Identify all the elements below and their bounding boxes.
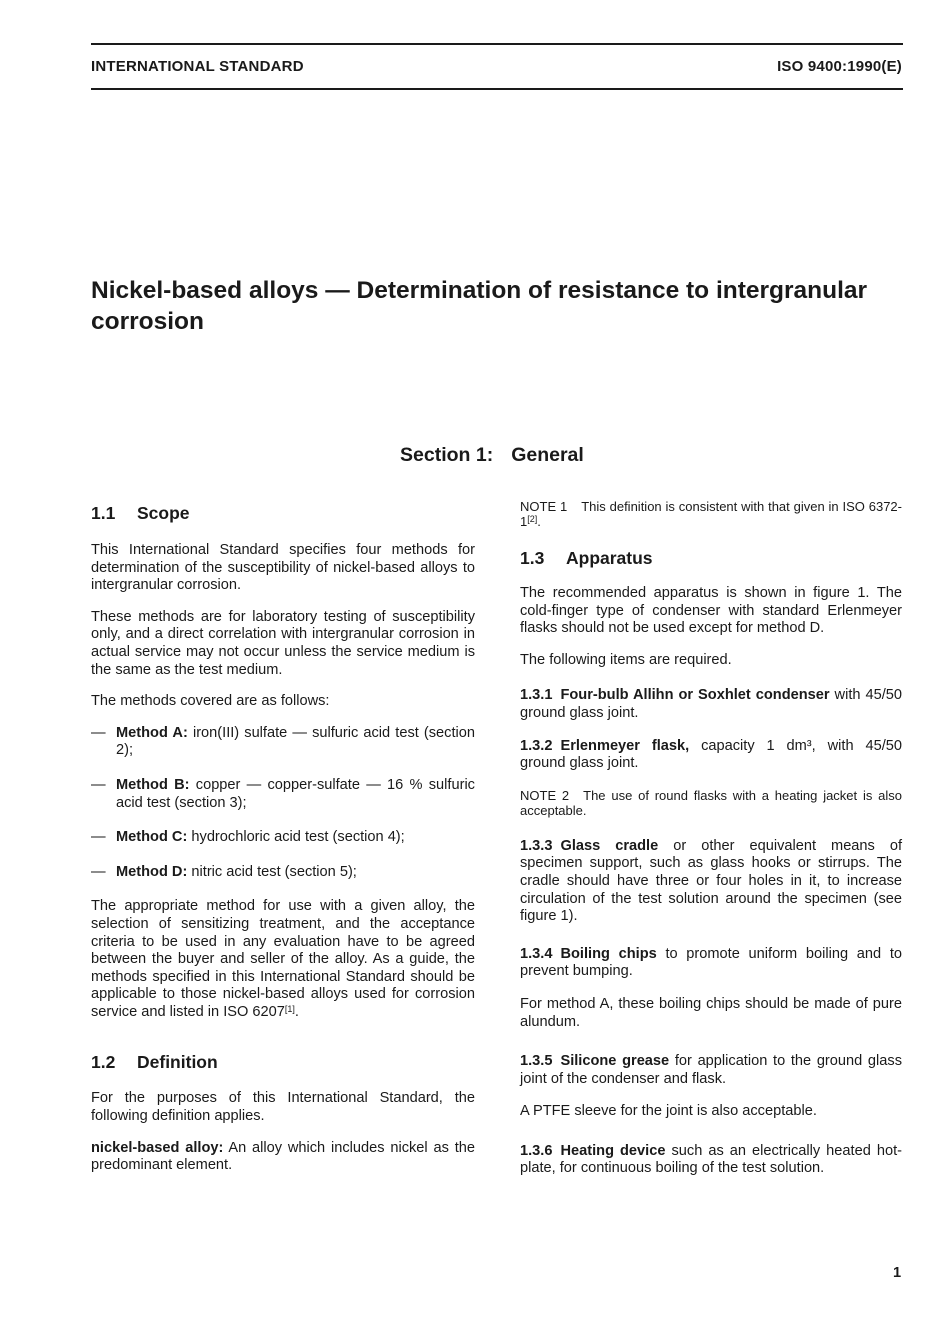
method-label: Method D: <box>116 863 188 880</box>
item-text: with 45/50 ground glass joint. <box>520 687 902 721</box>
apparatus-para-2: The following items are required. <box>520 651 732 668</box>
item-name: Silicone grease <box>560 1053 670 1070</box>
method-label: Method C: <box>116 829 188 846</box>
method-label: Method B: <box>116 776 190 793</box>
scope-para-1: This International Standard specifies four methods for determination of the susceptibility of nickel-based alloys to intergranular corrosion. <box>91 542 475 594</box>
note-1-end: . <box>537 514 541 529</box>
definition-term-para <box>91 1140 475 1175</box>
boiling-chips-note: For method A, these boiling chips should be made of pure alundum. <box>520 995 902 1030</box>
scope-para-4-end: . <box>294 1003 299 1020</box>
item-number: 1.3.1 <box>520 687 553 704</box>
apparatus-item-1 <box>520 687 902 722</box>
note-1 <box>520 499 902 529</box>
item-name: Heating device <box>560 1142 666 1159</box>
method-label: Method A: <box>116 724 188 741</box>
item-name: Four-bulb Allihn or Soxhlet condenser <box>560 687 830 704</box>
note-1-label: NOTE 1 <box>520 499 568 514</box>
scope-title: Scope <box>137 503 190 523</box>
scope-heading <box>91 502 475 524</box>
item-text: for application to the ground glass joint of the condenser and flask. <box>520 1053 902 1087</box>
list-item <box>91 725 475 760</box>
scope-number: 1.1 <box>91 503 116 523</box>
section-label: Section 1: <box>400 444 494 466</box>
method-text: nitric acid test (section 5); <box>191 863 357 880</box>
page-number: 1 <box>893 1265 902 1281</box>
apparatus-item-6 <box>520 1143 902 1178</box>
list-dash: — <box>91 724 106 741</box>
note-2-label: NOTE 2 <box>520 787 570 803</box>
definition-number: 1.2 <box>91 1052 116 1073</box>
apparatus-number: 1.3 <box>520 548 545 568</box>
item-name: Boiling chips <box>560 945 657 962</box>
definition-heading <box>91 1051 475 1073</box>
definition-term: nickel-based alloy: <box>91 1139 224 1156</box>
note-2 <box>520 788 902 818</box>
header-document-id: ISO 9400:1990(E) <box>777 58 902 75</box>
header-top-rule <box>91 43 903 45</box>
list-dash: — <box>91 776 106 793</box>
right-column <box>520 499 902 1193</box>
header-bottom-rule <box>91 88 903 90</box>
reference-2: [2] <box>527 514 538 524</box>
section-heading <box>400 444 584 467</box>
method-text: copper — copper-sulfate — 16 % sulfuric acid test (section 3); <box>116 776 475 811</box>
scope-para-3: The methods covered are as follows: <box>91 693 330 710</box>
scope-para-4 <box>91 898 475 1021</box>
scope-para-2: These methods are for laboratory testing of susceptibility only, and a direct correlation with intergranular corrosion in actual service may not occur unless the service medium is the same as the test medium. <box>91 608 475 678</box>
list-item <box>91 777 475 812</box>
list-item <box>91 829 475 847</box>
item-name: Glass cradle <box>560 837 659 854</box>
item-text: or other equivalent means of specimen support, such as glass hooks or stirrups. The cradle should have three or four holes in it, to increase circulation of the test solution around the specimen (see figure 1). <box>520 837 903 925</box>
list-dash: — <box>91 863 106 880</box>
section-name: General <box>511 444 584 466</box>
grease-note: A PTFE sleeve for the joint is also acceptable. <box>520 1103 817 1120</box>
definition-term-text: An alloy which includes nickel as the predominant element. <box>91 1139 475 1174</box>
note-1-text: This definition is consistent with that given in ISO 6372-1 <box>520 499 902 529</box>
note-2-text: The use of round flasks with a heating jacket is also acceptable. <box>520 787 902 818</box>
apparatus-heading <box>520 547 902 569</box>
item-number: 1.3.3 <box>520 837 553 854</box>
methods-list <box>91 725 475 882</box>
method-text: iron(III) sulfate — sulfuric acid test (section 2); <box>116 724 475 759</box>
item-number: 1.3.6 <box>520 1142 553 1159</box>
apparatus-item-3 <box>520 838 902 926</box>
item-number: 1.3.5 <box>520 1053 553 1070</box>
left-column <box>91 502 475 1189</box>
item-text: such as an electrically heated hot-plate, for continuous boiling of the test solution. <box>520 1142 902 1177</box>
document-title: Nickel-based alloys — Determination of resistance to intergranular corrosion <box>91 277 868 335</box>
method-text: hydrochloric acid test (section 4); <box>191 829 405 846</box>
reference-1: [1] <box>284 1003 295 1014</box>
scope-para-4-text: The appropriate method for use with a given alloy, the selection of sensitizing treatment, and the acceptance criteria to be used in any evaluation have to be agreed between the buyer and seller of the alloy. As a guide, the methods specified in this International Standard should be applicable to those nickel-based alloys used for corrosion service and listed in ISO 6207 <box>91 898 475 1020</box>
apparatus-item-5 <box>520 1053 902 1088</box>
item-text: capacity 1 dm³, with 45/50 ground glass joint. <box>520 737 902 772</box>
apparatus-item-4 <box>520 946 902 981</box>
item-name: Erlenmeyer flask, <box>560 737 690 754</box>
item-number: 1.3.4 <box>520 945 553 962</box>
list-dash: — <box>91 829 106 846</box>
apparatus-para-1: The recommended apparatus is shown in figure 1. The cold-finger type of condenser with standard Erlenmeyer flasks should not be used except for method D. <box>520 585 902 637</box>
definition-title: Definition <box>137 1052 218 1073</box>
apparatus-title: Apparatus <box>566 548 653 568</box>
header-standard-label: INTERNATIONAL STANDARD <box>91 58 304 75</box>
definition-para-1: For the purposes of this International Standard, the following definition applies. <box>91 1090 475 1125</box>
list-item <box>91 864 475 882</box>
item-number: 1.3.2 <box>520 737 553 754</box>
apparatus-item-2 <box>520 738 902 773</box>
item-text: to promote uniform boiling and to prevent bumping. <box>520 945 902 980</box>
